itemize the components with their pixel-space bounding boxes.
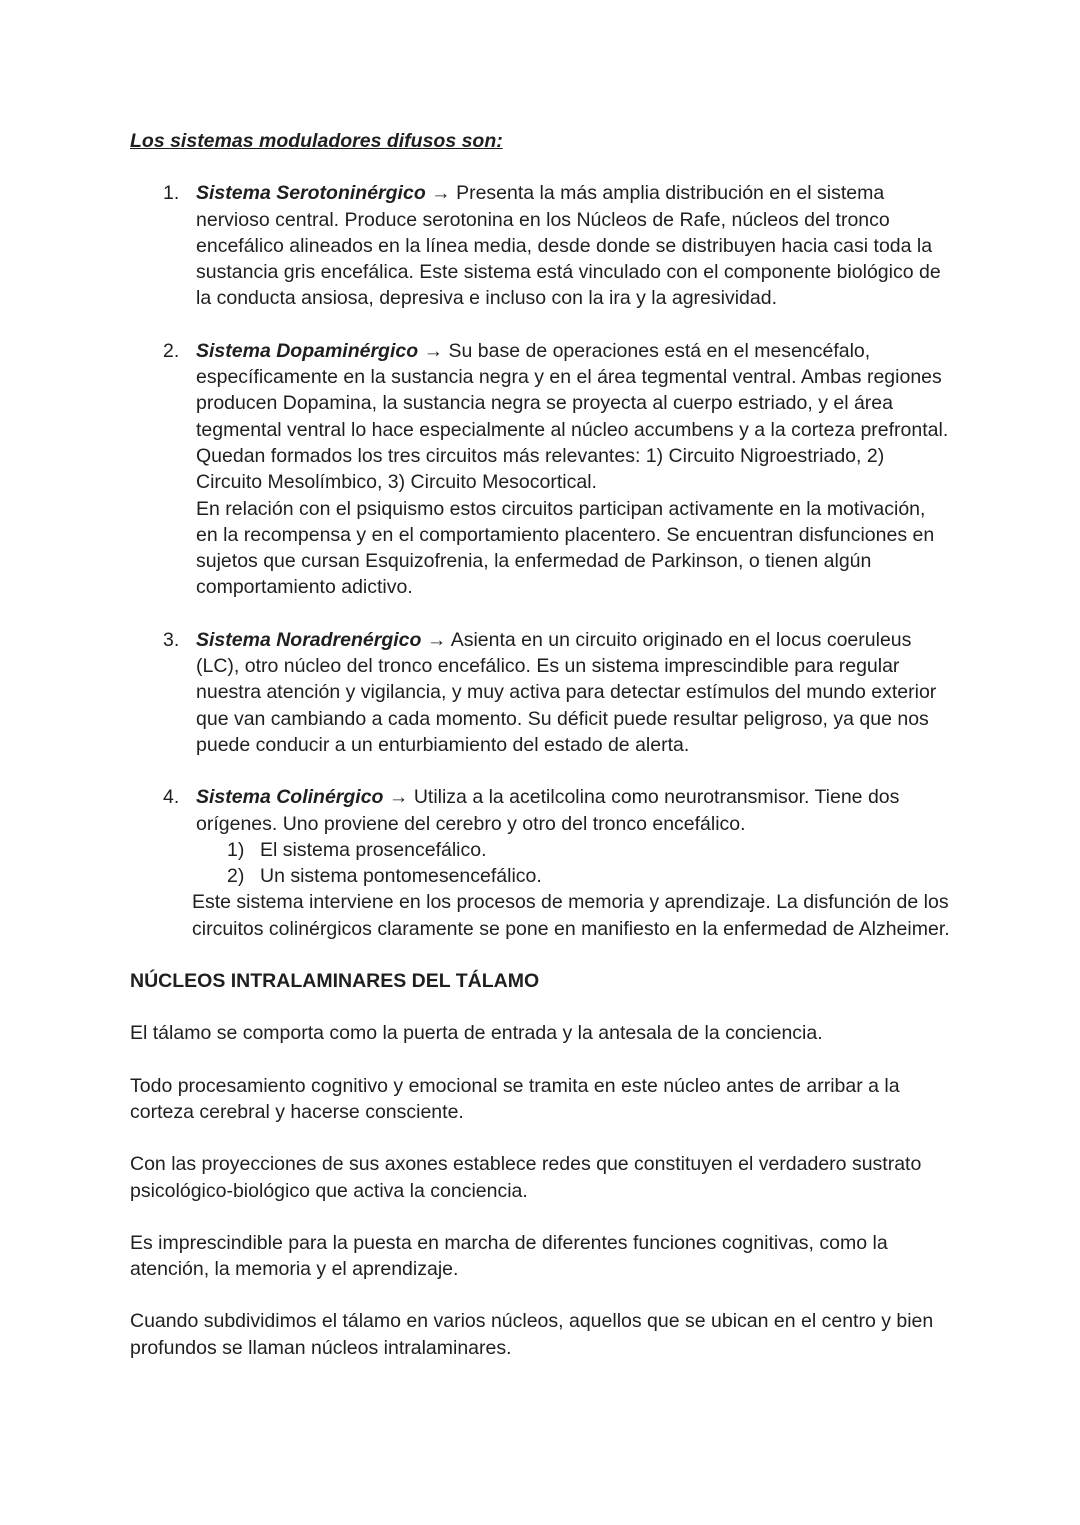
list-item-text	[196, 784, 950, 837]
sub-list-item	[196, 837, 950, 863]
system-description: Asienta en un circuito originado en el locus coeruleus (LC), otro núcleo del tronco encefálico. Es un sistema imprescindible para regular nuestra atención y vigilancia, y muy activa para detectar estímulos del mundo exterior que van cambiando a cada momento. Su déficit puede resultar peligroso, ya que nos puede conducir a un enturbiamiento del estado de alerta.	[196, 628, 937, 756]
sub-list	[196, 837, 950, 890]
system-term: Sistema Noradrenérgico	[196, 628, 422, 651]
list-number: 3.	[163, 628, 180, 651]
list-item-text	[196, 180, 950, 311]
sub-list-number: 1)	[227, 838, 245, 861]
list-item-text	[196, 627, 950, 758]
system-term: Sistema Colinérgico	[196, 786, 384, 809]
list-number: 2.	[163, 339, 180, 362]
arrow-icon: →	[426, 628, 447, 651]
list-item-noradrenergico	[130, 627, 950, 758]
list-number: 4.	[163, 786, 180, 809]
arrow-icon: →	[431, 182, 451, 205]
list-number: 1.	[163, 182, 180, 205]
sub-list-text: El sistema prosencefálico.	[260, 838, 487, 861]
list-item-dopaminergico	[130, 338, 950, 601]
arrow-icon: →	[423, 339, 444, 362]
section-heading-talamo: NÚCLEOS INTRALAMINARES DEL TÁLAMO	[130, 970, 540, 993]
paragraph: El tálamo se comporta como la puerta de entrada y la antesala de la conciencia.	[130, 1022, 823, 1045]
sub-list-text: Un sistema pontomesencefálico.	[260, 865, 542, 888]
list-item-text	[196, 338, 950, 496]
arrow-icon: →	[388, 786, 409, 809]
system-description-continued: En relación con el psiquismo estos circuitos participan activamente en la motivación, en la recompensa y en el comportamiento placentero. Se encuentran disfunciones en sujetos que cursan Esquizofrenia, la enfermedad de Parkinson, o tienen algún comportamiento adictivo.	[196, 497, 935, 599]
system-description-continued: Este sistema interviene en los procesos de memoria y aprendizaje. La disfunción de los circuitos colinérgicos claramente se pone en manifiesto en la enfermedad de Alzheimer.	[192, 891, 950, 940]
system-description: Presenta la más amplia distribución en el sistema nervioso central. Produce serotonina en los Núcleos de Rafe, núcleos del tronco encefálico alineados en la línea media, desde donde se distribuyen hacia casi toda la sustancia gris encefálica. Este sistema está vinculado con el componente biológico de la conducta ansiosa, depresiva e incluso con la ira y la agresividad.	[196, 182, 941, 310]
paragraph: Cuando subdividimos el tálamo en varios núcleos, aquellos que se ubican en el centro y bien profundos se llaman núcleos intralaminares.	[130, 1310, 934, 1359]
paragraph: Es imprescindible para la puesta en marcha de diferentes funciones cognitivas, como la atención, la memoria y el aprendizaje.	[130, 1231, 888, 1281]
paragraph: Todo procesamiento cognitivo y emocional se tramita en este núcleo antes de arribar a la corteza cerebral y hacerse consciente.	[130, 1074, 900, 1123]
list-item-colinergico	[130, 784, 950, 942]
paragraph: Con las proyecciones de sus axones establece redes que constituyen el verdadero sustrato psicológico-biológico que activa la conciencia.	[130, 1153, 922, 1202]
sub-list-number: 2)	[227, 865, 245, 888]
system-term: Sistema Dopaminérgico	[196, 339, 419, 362]
section-heading: Los sistemas moduladores difusos son:	[130, 130, 503, 152]
systems-list	[130, 180, 950, 942]
sub-list-item	[196, 863, 950, 889]
list-item-serotoninergico	[130, 180, 950, 311]
system-description: Su base de operaciones está en el mesencéfalo, específicamente en la sustancia negra y en el área tegmental ventral. Ambas regiones producen Dopamina, la sustancia negra se proyecta al cuerpo estriado, y el área tegmental ventral lo hace especialmente al núcleo accumbens y a la corteza prefrontal. Quedan formados los tres circuitos más relevantes: 1) Circuito Nigroestriado, 2) Circuito Mesolímbico, 3) Circuito Mesocortical.	[196, 339, 949, 494]
system-term: Sistema Serotoninérgico	[196, 182, 426, 205]
system-description: Utiliza a la acetilcolina como neurotransmisor. Tiene dos orígenes. Uno proviene del cerebro y otro del tronco encefálico.	[196, 786, 900, 835]
